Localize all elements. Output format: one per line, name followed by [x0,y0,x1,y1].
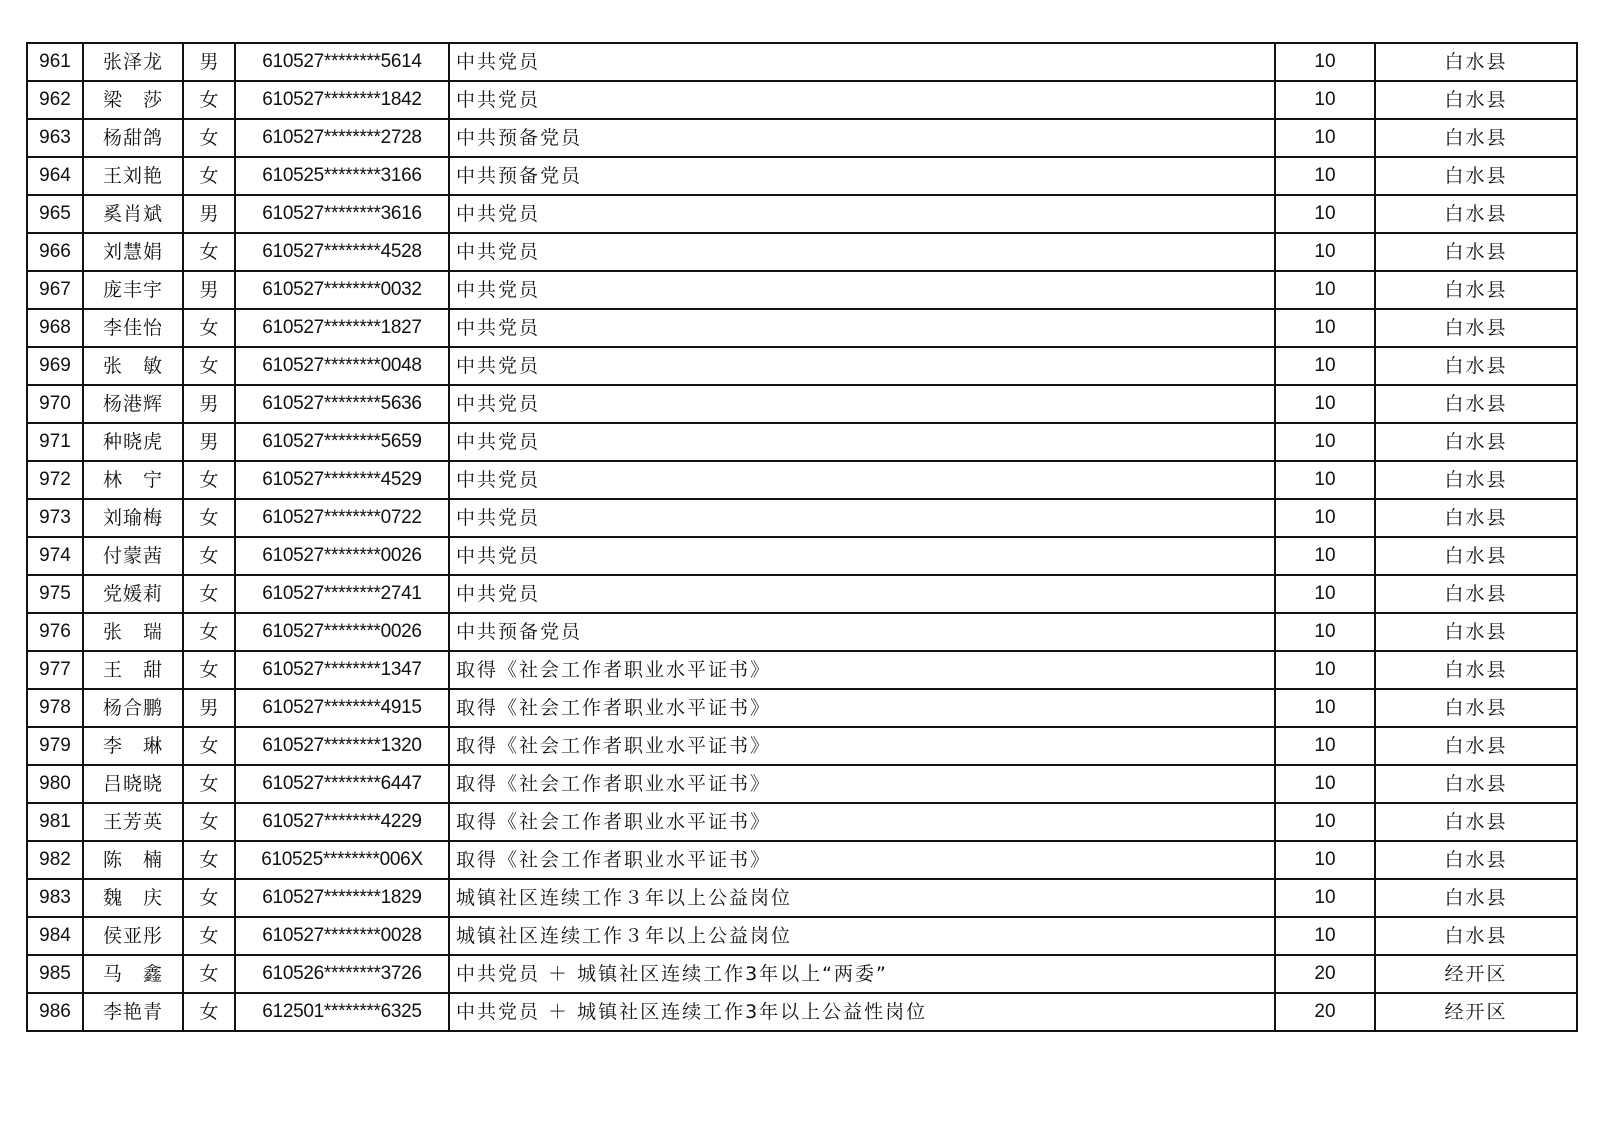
gender-cell: 女 [183,993,235,1031]
bonus-score: 10 [1275,803,1375,841]
person-name: 吕晓晓 [83,765,183,803]
qualification-condition: 中共党员 [449,271,1275,309]
id-number: 610527********6447 [235,765,449,803]
id-number: 610527********5614 [235,43,449,81]
gender-cell: 女 [183,157,235,195]
qualification-condition: 中共预备党员 [449,157,1275,195]
row-number: 981 [27,803,83,841]
row-number: 978 [27,689,83,727]
gender-cell: 女 [183,347,235,385]
qualification-condition: 中共党员 [449,43,1275,81]
table-row [27,347,1577,385]
row-number: 985 [27,955,83,993]
bonus-score: 20 [1275,993,1375,1031]
county-name: 经开区 [1375,955,1577,993]
county-name: 白水县 [1375,271,1577,309]
id-number: 610527********0722 [235,499,449,537]
table-row [27,119,1577,157]
gender-cell: 女 [183,499,235,537]
bonus-score: 10 [1275,347,1375,385]
gender-cell: 女 [183,119,235,157]
table-row [27,499,1577,537]
row-number: 964 [27,157,83,195]
county-name: 白水县 [1375,537,1577,575]
county-name: 白水县 [1375,803,1577,841]
bonus-score: 10 [1275,385,1375,423]
row-number: 970 [27,385,83,423]
person-name: 梁 莎 [83,81,183,119]
person-name: 王芳英 [83,803,183,841]
roster-table [26,42,1578,1032]
bonus-score: 10 [1275,499,1375,537]
id-number: 610527********0026 [235,537,449,575]
qualification-condition: 中共党员 [449,537,1275,575]
id-number: 610525********006X [235,841,449,879]
gender-cell: 男 [183,423,235,461]
row-number: 969 [27,347,83,385]
row-number: 982 [27,841,83,879]
person-name: 种晓虎 [83,423,183,461]
table-row [27,993,1577,1031]
id-number: 610527********5636 [235,385,449,423]
table-row [27,309,1577,347]
id-number: 610527********2741 [235,575,449,613]
bonus-score: 10 [1275,727,1375,765]
gender-cell: 女 [183,613,235,651]
qualification-condition: 中共党员 ＋ 城镇社区连续工作3年以上公益性岗位 [449,993,1275,1031]
bonus-score: 10 [1275,461,1375,499]
county-name: 白水县 [1375,119,1577,157]
gender-cell: 男 [183,43,235,81]
table-row [27,423,1577,461]
row-number: 975 [27,575,83,613]
id-number: 610527********4915 [235,689,449,727]
person-name: 马 鑫 [83,955,183,993]
id-number: 610527********0048 [235,347,449,385]
bonus-score: 10 [1275,81,1375,119]
qualification-condition: 中共预备党员 [449,119,1275,157]
bonus-score: 10 [1275,537,1375,575]
county-name: 白水县 [1375,423,1577,461]
bonus-score: 10 [1275,233,1375,271]
bonus-score: 10 [1275,879,1375,917]
person-name: 杨合鹏 [83,689,183,727]
id-number: 610527********1842 [235,81,449,119]
gender-cell: 女 [183,309,235,347]
bonus-score: 10 [1275,917,1375,955]
table-row [27,233,1577,271]
id-number: 610527********4528 [235,233,449,271]
table-row [27,575,1577,613]
bonus-score: 10 [1275,157,1375,195]
table-row [27,537,1577,575]
qualification-condition: 中共党员 [449,499,1275,537]
row-number: 979 [27,727,83,765]
table-row [27,689,1577,727]
id-number: 612501********6325 [235,993,449,1031]
bonus-score: 10 [1275,271,1375,309]
county-name: 白水县 [1375,347,1577,385]
person-name: 张 敏 [83,347,183,385]
county-name: 白水县 [1375,613,1577,651]
person-name: 刘慧娟 [83,233,183,271]
id-number: 610527********1829 [235,879,449,917]
qualification-condition: 中共党员 [449,385,1275,423]
table-row [27,195,1577,233]
county-name: 白水县 [1375,385,1577,423]
table-row [27,385,1577,423]
row-number: 983 [27,879,83,917]
bonus-score: 10 [1275,765,1375,803]
table-row [27,727,1577,765]
gender-cell: 男 [183,195,235,233]
id-number: 610527********1827 [235,309,449,347]
county-name: 白水县 [1375,195,1577,233]
id-number: 610527********1320 [235,727,449,765]
bonus-score: 10 [1275,613,1375,651]
row-number: 977 [27,651,83,689]
table-row [27,651,1577,689]
county-name: 白水县 [1375,689,1577,727]
qualification-condition: 取得《社会工作者职业水平证书》 [449,651,1275,689]
table-row [27,803,1577,841]
row-number: 968 [27,309,83,347]
county-name: 白水县 [1375,879,1577,917]
table-row [27,841,1577,879]
table-row [27,271,1577,309]
bonus-score: 10 [1275,689,1375,727]
person-name: 付蒙茜 [83,537,183,575]
gender-cell: 女 [183,879,235,917]
row-number: 984 [27,917,83,955]
table-row [27,81,1577,119]
id-number: 610527********3616 [235,195,449,233]
row-number: 972 [27,461,83,499]
id-number: 610527********0028 [235,917,449,955]
bonus-score: 10 [1275,43,1375,81]
county-name: 白水县 [1375,499,1577,537]
id-number: 610527********4229 [235,803,449,841]
row-number: 980 [27,765,83,803]
qualification-condition: 取得《社会工作者职业水平证书》 [449,689,1275,727]
person-name: 张 瑞 [83,613,183,651]
bonus-score: 10 [1275,119,1375,157]
row-number: 976 [27,613,83,651]
person-name: 林 宁 [83,461,183,499]
bonus-score: 20 [1275,955,1375,993]
gender-cell: 女 [183,461,235,499]
person-name: 侯亚彤 [83,917,183,955]
bonus-score: 10 [1275,575,1375,613]
county-name: 白水县 [1375,43,1577,81]
person-name: 李佳怡 [83,309,183,347]
gender-cell: 女 [183,233,235,271]
table-row [27,955,1577,993]
row-number: 965 [27,195,83,233]
bonus-score: 10 [1275,195,1375,233]
bonus-score: 10 [1275,651,1375,689]
county-name: 白水县 [1375,461,1577,499]
table-row [27,917,1577,955]
table-row [27,43,1577,81]
gender-cell: 女 [183,955,235,993]
county-name: 白水县 [1375,651,1577,689]
person-name: 李 琳 [83,727,183,765]
gender-cell: 女 [183,81,235,119]
table-row [27,461,1577,499]
qualification-condition: 中共党员 [449,233,1275,271]
id-number: 610527********2728 [235,119,449,157]
row-number: 973 [27,499,83,537]
qualification-condition: 中共党员 [449,461,1275,499]
county-name: 白水县 [1375,81,1577,119]
qualification-condition: 中共党员 [449,81,1275,119]
row-number: 974 [27,537,83,575]
qualification-condition: 中共党员 ＋ 城镇社区连续工作3年以上“两委” [449,955,1275,993]
id-number: 610527********5659 [235,423,449,461]
id-number: 610527********0032 [235,271,449,309]
qualification-condition: 城镇社区连续工作３年以上公益岗位 [449,879,1275,917]
table-row [27,613,1577,651]
county-name: 白水县 [1375,727,1577,765]
gender-cell: 男 [183,385,235,423]
id-number: 610526********3726 [235,955,449,993]
person-name: 魏 庆 [83,879,183,917]
gender-cell: 女 [183,575,235,613]
person-name: 党媛莉 [83,575,183,613]
qualification-condition: 城镇社区连续工作３年以上公益岗位 [449,917,1275,955]
county-name: 白水县 [1375,157,1577,195]
roster-table-body [27,43,1577,1031]
county-name: 白水县 [1375,841,1577,879]
county-name: 白水县 [1375,917,1577,955]
qualification-condition: 取得《社会工作者职业水平证书》 [449,841,1275,879]
gender-cell: 男 [183,689,235,727]
person-name: 李艳青 [83,993,183,1031]
gender-cell: 女 [183,651,235,689]
person-name: 杨甜鸽 [83,119,183,157]
gender-cell: 女 [183,917,235,955]
row-number: 962 [27,81,83,119]
row-number: 986 [27,993,83,1031]
qualification-condition: 中共党员 [449,575,1275,613]
county-name: 经开区 [1375,993,1577,1031]
person-name: 奚肖斌 [83,195,183,233]
table-row [27,157,1577,195]
row-number: 961 [27,43,83,81]
gender-cell: 男 [183,271,235,309]
qualification-condition: 中共党员 [449,195,1275,233]
qualification-condition: 中共预备党员 [449,613,1275,651]
person-name: 张泽龙 [83,43,183,81]
county-name: 白水县 [1375,309,1577,347]
id-number: 610527********1347 [235,651,449,689]
qualification-condition: 取得《社会工作者职业水平证书》 [449,765,1275,803]
person-name: 刘瑜梅 [83,499,183,537]
table-row [27,765,1577,803]
person-name: 王刘艳 [83,157,183,195]
bonus-score: 10 [1275,841,1375,879]
table-row [27,879,1577,917]
bonus-score: 10 [1275,423,1375,461]
county-name: 白水县 [1375,233,1577,271]
gender-cell: 女 [183,537,235,575]
id-number: 610527********4529 [235,461,449,499]
gender-cell: 女 [183,765,235,803]
person-name: 杨港辉 [83,385,183,423]
row-number: 971 [27,423,83,461]
qualification-condition: 取得《社会工作者职业水平证书》 [449,727,1275,765]
person-name: 陈 楠 [83,841,183,879]
county-name: 白水县 [1375,575,1577,613]
row-number: 967 [27,271,83,309]
qualification-condition: 中共党员 [449,423,1275,461]
qualification-condition: 中共党员 [449,309,1275,347]
row-number: 966 [27,233,83,271]
gender-cell: 女 [183,727,235,765]
id-number: 610527********0026 [235,613,449,651]
id-number: 610525********3166 [235,157,449,195]
gender-cell: 女 [183,841,235,879]
qualification-condition: 取得《社会工作者职业水平证书》 [449,803,1275,841]
qualification-condition: 中共党员 [449,347,1275,385]
gender-cell: 女 [183,803,235,841]
person-name: 王 甜 [83,651,183,689]
person-name: 庞丰宇 [83,271,183,309]
row-number: 963 [27,119,83,157]
county-name: 白水县 [1375,765,1577,803]
bonus-score: 10 [1275,309,1375,347]
